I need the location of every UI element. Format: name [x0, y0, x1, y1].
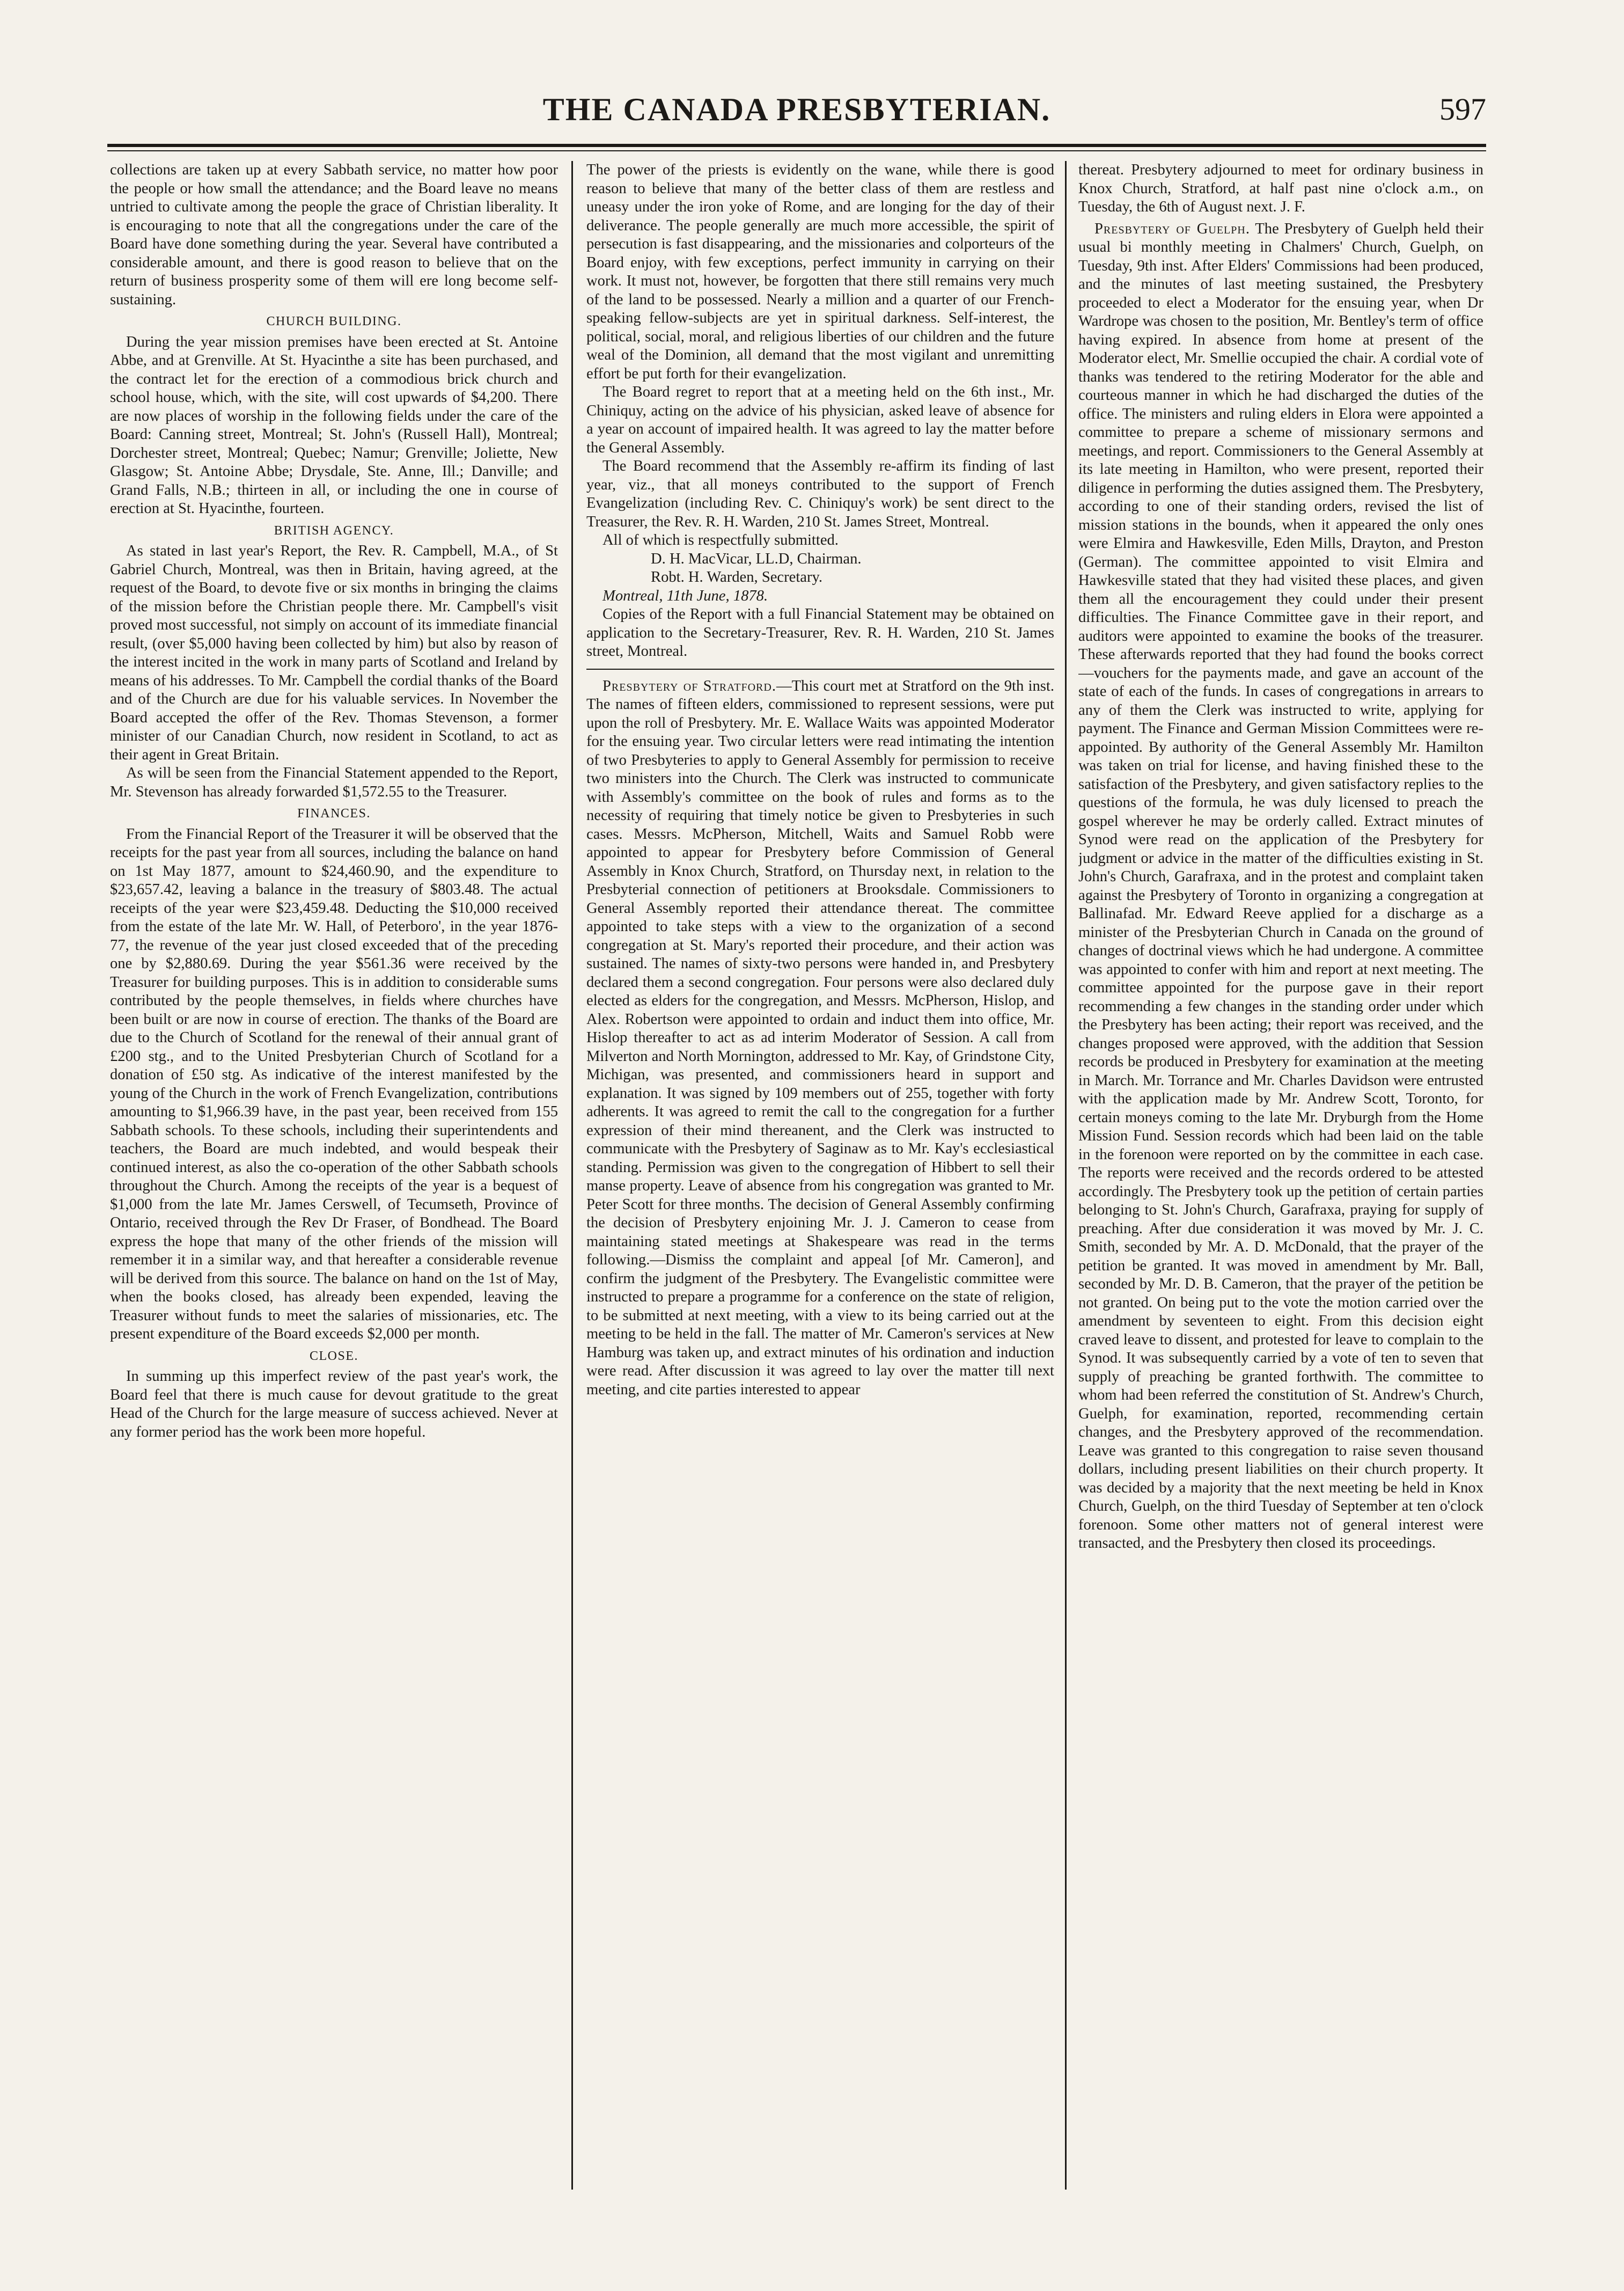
- column-2: [586, 161, 1054, 2200]
- section-heading-british-agency: BRITISH AGENCY.: [274, 523, 394, 538]
- signature-chairman: D. H. MacVicar, LL.D, Chairman.: [651, 550, 862, 567]
- paragraph: collections are taken up at every Sabbath service, no matter how poor the people or how small the attendance; and the Board leave no means untried to cultivate among the people the grace of Christian liberality. It is encouraging to note that all the congregations under the care of the Board have done something during the year. Several have contributed a considerable amount, and there is good reason to believe that on the return of business prosperity some of them will ere long become self-sustaining.: [110, 162, 558, 308]
- page-header: [107, 80, 1486, 134]
- report-date: Montreal, 11th June, 1878.: [602, 587, 768, 604]
- paragraph: From the Financial Report of the Treasurer it will be observed that the receipts for the past year from all sources, including the balance on hand on 1st May 1877, amount to $24,460.90, and the expenditure to $23,657.42, leaving a balance in the treasury of $803.48. The actual receipts of the year were $23,459.48. Deducting the $10,000 received from the estate of the late Mr. W. Hall, of Peterboro', in the year 1876-77, the revenue of the year just closed exceeded that of the preceding one by $2,880.69. During the year $561.36 were received by the Treasurer for building purposes. This is in addition to considerable sums contributed by the people themselves, in fields where churches have been built or are now in course of erection. The thanks of the Board are due to the Church of Scotland for the renewal of their annual grant of £200 stg., and to the United Presbyterian Church of Scotland for a donation of £50 stg. As indicative of the interest manifested by the young of the Church in the work of French Evangelization, contributions amounting to $1,966.39 have, in the past year, been received from 155 Sabbath schools. To these schools, including their superintendents and teachers, the Board are much indebted, and would bespeak their continued interest, as also the co-operation of the other Sabbath schools throughout the Church. Among the receipts of the year is a bequest of $1,000 from the late Mr. James Cerswell, of Tecumseth, Province of Ontario, received through the Rev Dr Fraser, of Bondhead. The Board express the hope that many of the other friends of the mission will remember it in a similar way, and that hereafter a considerable revenue will be derived from this source. The balance on hand on the 1st of May, when the books closed, has already been expended, leaving the Treasurer without funds to meet the salaries of missionaries, etc. The present expenditure of the Board exceeds $2,000 per month.: [110, 825, 558, 1342]
- article-heading-guelph: Presbytery of Guelph.: [1094, 220, 1250, 237]
- column-3: [1078, 161, 1483, 2200]
- paragraph: During the year mission premises have been erected at St. Antoine Abbe, and at Grenville. At St. Hyacinthe a site has been purchased, and the contract let for the erection of a commodious brick church and school house, which, with the site, will cost upwards of $4,200. There are now places of worship in the following fields under the care of the Board: Canning street, Montreal; St. John's (Russell Hall), Montreal; Dorchester street, Montreal; Quebec; Namur; Grenville; Joliette, New Glasgow; St. Antoine Abbe; Drysdale, Ste. Anne, Ill.; Danville; and Grand Falls, N.B.; thirteen in all, or including the one in course of erection at St. Hyacinthe, fourteen.: [110, 333, 558, 517]
- paragraph: In summing up this imperfect review of the past year's work, the Board feel that there is much cause for devout gratitude to the great Head of the Church for the large measure of success achieved. Never at any former period has the work been more hopeful.: [110, 1368, 558, 1440]
- paragraph: The Board recommend that the Assembly re-affirm its finding of last year, viz., that all moneys contributed to the support of French Evangelization (including Rev. C. Chiniquy's work) be sent direct to the Treasurer, the Rev. R. H. Warden, 210 St. James Street, Montreal.: [586, 458, 1054, 530]
- article-stratford: [586, 677, 1054, 1400]
- paragraph: The power of the priests is evidently on the wane, while there is good reason to believe that many of the better class of them are restless and uneasy under the iron yoke of Rome, and are longing for the day of their deliverance. The people generally are much more accessible, the spirit of persecution is fast disappearing, and the missionaries and colporteurs of the Board enjoy, with few exceptions, perfect immunity in carrying on their work. It must not, however, be forgotten that there still remains very much of the land to be possessed. Nearly a million and a quarter of our French-speaking fellow-subjects are yet in spiritual darkness. Self-interest, the political, social, moral, and religious liberties of our children and the future weal of the Dominion, all demand that the most vigilant and unremitting effort be put forth for their evangelization.: [586, 162, 1054, 382]
- column-divider-1: [571, 161, 573, 2190]
- column-divider-2: [1065, 161, 1067, 2190]
- paragraph: The Board regret to report that at a meeting held on the 6th inst., Mr. Chiniquy, acting on the advice of his physician, asked leave of absence for a year on account of impaired health. It was agreed to lay the matter before the General Assembly.: [586, 384, 1054, 456]
- article-body: The Presbytery of Guelph held their usual bi monthly meeting in Chalmers' Church, Guelph, on Tuesday, 9th inst. After Elders' Commissions had been produced, and the minutes of last meeting sustained, the Presbytery proceeded to elect a Moderator for the ensuing year, when Dr Wardrope was chosen to the position, Mr. Bentley's term of office having expired. In absence from home at present of the Moderator elect, Mr. Smellie occupied the chair. A cordial vote of thanks was tendered to the retiring Moderator for the able and courteous manner in which he had discharged the duties of the office. The ministers and ruling elders in Elora were appointed a committee to prepare a scheme of missionary sermons and meetings, and report. Commissioners to the General Assembly at its late meeting in Hamilton, who were present, reported their diligence in performing the duties assigned them. The Presbytery, according to one of their standing orders, revised the list of mission stations in the bounds, when it appeared the only ones were Elmira and Hawkesville, Eden Mills, Drayton, and Preston (German). The committee appointed to visit Elmira and Hawkesville stated that they had visited these places, and given them all the encouragement they could under their present difficulties. The Finance Committee gave in their report, and auditors were appointed to examine the books of the treasurer. These afterwards reported that they had found the books correct—vouchers for the payments made, and gave an account of the state of each of the funds. In cases of congregations in arrears to any of them the Clerk was instructed to write, applying for payment. The Finance and German Mission Committees were re-appointed. By authority of the General Assembly Mr. Hamilton was taken on trial for license, and having finished these to the satisfaction of the Presbytery, and given satisfactory replies to the questions of the formula, he was duly licensed to preach the gospel wherever he may be orderly called. Extract minutes of Synod were read on the application of the Presbytery for judgment or advice in the matter of the difficulties existing in St. John's Church, Garafraxa, and in the protest and complaint taken against the Presbytery of Toronto in organizing a congregation at Ballinafad. Mr. Edward Reeve applied for a discharge as a minister of the Presbyterian Church in Canada on the ground of changes of doctrinal views which he had undergone. A committee was appointed to confer with him and report at next meeting. The committee appointed for the purpose gave in their report recommending a few changes in the standing order under which the Presbytery has been acting; their report was received, and the changes proposed were approved, with the addition that Session records be produced in Presbytery for examination at the meeting in March. Mr. Torrance and Mr. Charles Davidson were entrusted with the application made by Mr. Andrew Scott, Toronto, for certain moneys coming to the late Mr. Dryburgh from the Home Mission Fund. Session records which had been laid on the table in the forenoon were reported on by the committee in each case. The reports were received and the records ordered to be attested accordingly. The Presbytery took up the petition of certain parties belonging to St. John's Church, Garafraxa, praying for supply of preaching. After due consideration it was moved by Mr. J. C. Smith, seconded by Mr. A. D. McDonald, that the prayer of the petition be granted. It was moved in amendment by Mr. Ball, seconded by Mr. D. B. Cameron, that the prayer of the petition be not granted. On being put to the vote the motion carried over the amendment by seventeen to eight. From this decision eight craved leave to dissent, and protested for leave to complain to the Synod. It was subsequently carried by a vote of ten to seven that supply of preaching be granted forthwith. The committee to whom had been referred the constitution of St. Andrew's Church, Guelph, for examination, reported, recommending certain changes, and the Presbytery approved of the recommendation. Leave was granted to this congregation to raise seven thousand dollars, including present liabilities on their church property. It was decided by a majority that the next meeting be held in Knox Church, Guelph, on the third Tuesday of September at ten o'clock forenoon. Some other matters not of general interest were transacted, and the Presbytery then closed its proceedings.: [1078, 220, 1483, 1551]
- article-body: —This court met at Stratford on the 9th inst. The names of fifteen elders, commissioned to represent sessions, were put upon the roll of Presbytery. Mr. E. Wallace Waits was appointed Moderator for the ensuing year. Two circular letters were read intimating the intention of two Presbyteries to apply to General Assembly for permission to receive two ministers into the Church. The Clerk was instructed to communicate with Assembly's committee on the book of rules and forms as to the necessity of requiring that timely notice be given to Presbyteries in such cases. Messrs. McPherson, Mitchell, Waits and Samuel Robb were appointed to appear for Presbytery before Commission of General Assembly in Knox Church, Stratford, on Thursday next, in relation to the Presbyterial connection of petitioners at Brooksdale. Commissioners to General Assembly reported their attendance thereat. The committee appointed to take steps with a view to the organization of a second congregation at St. Mary's reported their procedure, and their action was sustained. The names of sixty-two persons were handed in, and Presbytery declared them a second congregation. Four persons were also declared duly elected as elders for the congregation, and Messrs. McPherson, Hislop, and Alex. Robertson were appointed to ordain and induct them into office, Mr. Hislop thereafter to act as ad interim Moderator of Session. A call from Milverton and North Mornington, addressed to Mr. Kay, of Grindstone City, Michigan, was presented, and commissioners heard in support and explanation. It was signed by 109 members out of 255, together with forty adherents. It was agreed to remit the call to the congregation for a further expression of their mind thereanent, and the Clerk was instructed to communicate with the Presbytery of Saginaw as to Mr. Kay's ecclesiastical standing. Permission was given to the congregation of Hibbert to sell their manse property. Leave of absence from his congregation was granted to Mr. Peter Scott for three months. The decision of General Assembly confirming the decision of Presbytery enjoining Mr. J. J. Cameron to cease from maintaining stated meetings at Shakespeare was read in the terms following.—Dismiss the complaint and appeal [of Mr. Cameron], and confirm the judgment of the Presbytery. The Evangelistic committee were instructed to prepare a programme for a conference on the state of religion, to be submitted at next meeting, with a view to its being carried out at the meeting to be held in the fall. The matter of Mr. Cameron's services at New Hamburg was taken up, and extract minutes of his ordination and induction were read. After discussion it was agreed to lay over the matter till next meeting, and cite parties interested to appear: [586, 677, 1054, 1398]
- section-heading-finances: FINANCES.: [297, 807, 371, 821]
- article-separator: [586, 669, 1054, 670]
- column-1: [110, 161, 558, 2200]
- header-rule-thin: [107, 150, 1486, 151]
- article-heading-stratford: Presbytery of Stratford.: [602, 677, 776, 694]
- signature-secretary: Robt. H. Warden, Secretary.: [651, 569, 823, 585]
- paragraph: thereat. Presbytery adjourned to meet for ordinary business in Knox Church, Stratford, at half past nine o'clock a.m., on Tuesday, the 6th of August next. J. F.: [1078, 162, 1483, 215]
- page-number: 597: [1439, 92, 1486, 127]
- paragraph: All of which is respectfully submitted.: [602, 532, 839, 548]
- article-guelph: [1078, 220, 1483, 1553]
- paragraph: Copies of the Report with a full Financial Statement may be obtained on application to the Secretary-Treasurer, Rev. R. H. Warden, 210 St. James street, Montreal.: [586, 606, 1054, 660]
- header-rule-thick: [107, 144, 1486, 147]
- paragraph: As will be seen from the Financial Statement appended to the Report, Mr. Stevenson has already forwarded $1,572.55 to the Treasurer.: [110, 765, 558, 800]
- paragraph: As stated in last year's Report, the Rev. R. Campbell, M.A., of St Gabriel Church, Montreal, was then in Britain, having agreed, at the request of the Board, to devote five or six months in bringing the claims of the mission before the Christian people there. Mr. Campbell's visit proved most successful, not simply on account of its immediate financial result, (over $5,000 having been collected by him) but also by reason of the interest incited in the work in many parts of Scotland and Ireland by means of his addresses. To Mr. Campbell the cordial thanks of the Board and of the Church are due for his valuable services. In November the Board accepted the offer of the Rev. Thomas Stevenson, a former minister of our Canadian Church, now resident in Scotland, to act as their agent in Great Britain.: [110, 543, 558, 763]
- section-heading-close: CLOSE.: [309, 1349, 358, 1363]
- publication-title: THE CANADA PRESBYTERIAN.: [542, 92, 1051, 127]
- section-heading-church-building: CHURCH BUILDING.: [266, 314, 402, 328]
